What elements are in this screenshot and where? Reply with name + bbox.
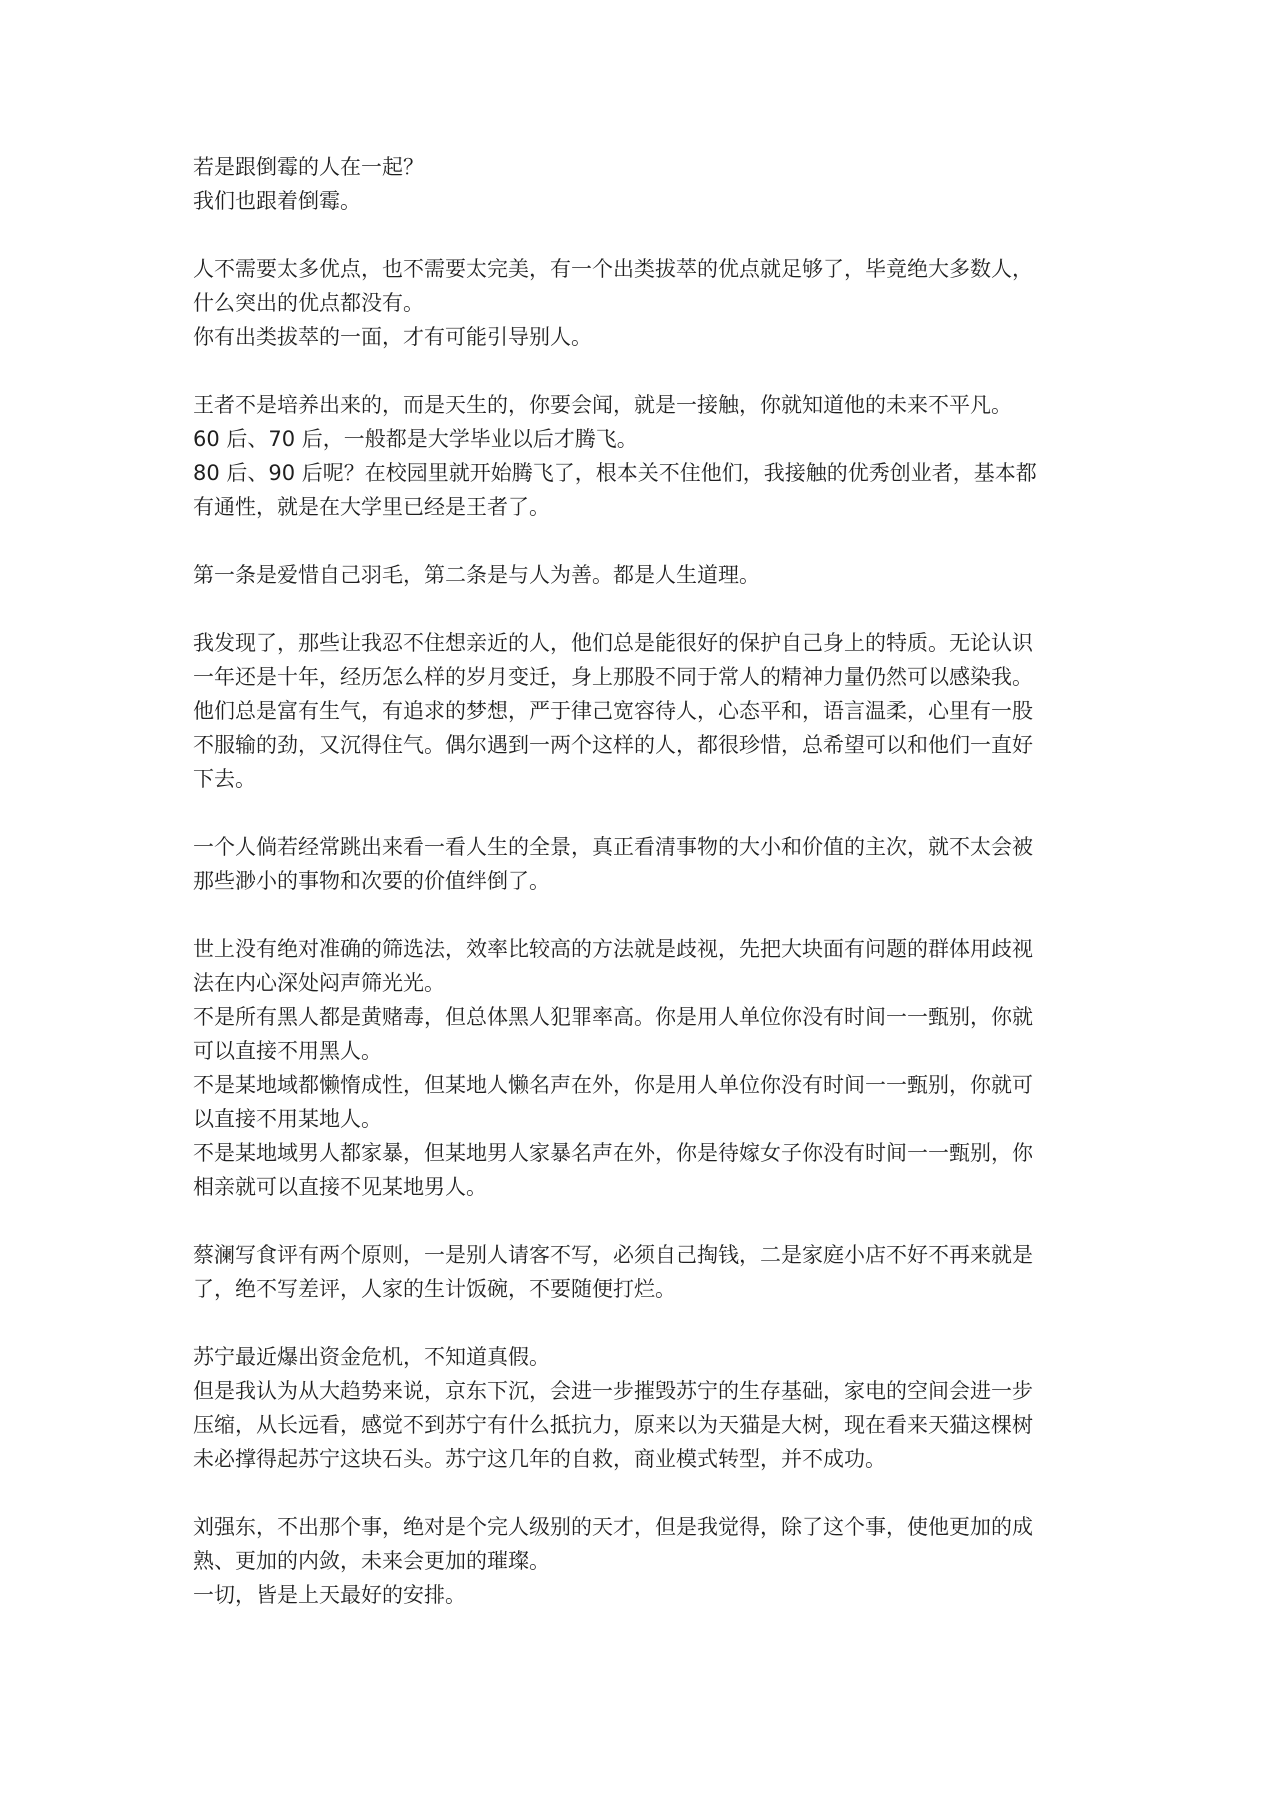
text-line: 第一条是爱惜自己羽毛，第二条是与人为善。都是人生道理。 [193, 563, 760, 587]
text-line: 有通性，就是在大学里已经是王者了。 [193, 495, 550, 519]
text-line: 了，绝不写差评，人家的生计饭碗，不要随便打烂。 [193, 1277, 676, 1301]
paragraph [193, 626, 1093, 796]
text-line: 若是跟倒霉的人在一起？ [193, 155, 424, 179]
text-line: 什么突出的优点都没有。 [193, 291, 424, 315]
text-line: 不是所有黑人都是黄赌毒，但总体黑人犯罪率高。你是用人单位你没有时间一一甄别，你就 [193, 1005, 1033, 1029]
text-line: 但是我认为从大趋势来说，京东下沉，会进一步摧毁苏宁的生存基础，家电的空间会进一步 [193, 1379, 1033, 1403]
text-line: 不服输的劲，又沉得住气。偶尔遇到一两个这样的人，都很珍惜，总希望可以和他们一直好 [193, 733, 1033, 757]
paragraph [193, 1510, 1093, 1612]
document-body [193, 150, 1093, 1646]
text-line: 法在内心深处闷声筛光光。 [193, 971, 445, 995]
text-line: 人不需要太多优点，也不需要太完美，有一个出类拔萃的优点就足够了，毕竟绝大多数人， [193, 257, 1033, 281]
text-line: 可以直接不用黑人。 [193, 1039, 382, 1063]
text-line: 不是某地域都懒惰成性，但某地人懒名声在外，你是用人单位你没有时间一一甄别，你就可 [193, 1073, 1033, 1097]
text-line: 一年还是十年，经历怎么样的岁月变迁，身上那股不同于常人的精神力量仍然可以感染我。 [193, 665, 1033, 689]
paragraph [193, 1340, 1093, 1476]
text-line: 蔡澜写食评有两个原则，一是别人请客不写，必须自己掏钱，二是家庭小店不好不再来就是 [193, 1243, 1033, 1267]
text-line: 一个人倘若经常跳出来看一看人生的全景，真正看清事物的大小和价值的主次，就不太会被 [193, 835, 1033, 859]
text-line: 下去。 [193, 767, 256, 791]
text-line: 不是某地域男人都家暴，但某地男人家暴名声在外，你是待嫁女子你没有时间一一甄别，你 [193, 1141, 1033, 1165]
text-line: 世上没有绝对准确的筛选法，效率比较高的方法就是歧视，先把大块面有问题的群体用歧视 [193, 937, 1033, 961]
text-line: 60 后、70 后，一般都是大学毕业以后才腾飞。 [193, 427, 638, 451]
text-line: 以直接不用某地人。 [193, 1107, 382, 1131]
text-line: 那些渺小的事物和次要的价值绊倒了。 [193, 869, 550, 893]
text-line: 未必撑得起苏宁这块石头。苏宁这几年的自救，商业模式转型，并不成功。 [193, 1447, 886, 1471]
paragraph [193, 388, 1093, 524]
text-line: 他们总是富有生气，有追求的梦想，严于律己宽容待人，心态平和，语言温柔，心里有一股 [193, 699, 1033, 723]
text-line: 我发现了，那些让我忍不住想亲近的人，他们总是能很好的保护自己身上的特质。无论认识 [193, 631, 1033, 655]
paragraph [193, 150, 1093, 218]
text-line: 王者不是培养出来的，而是天生的，你要会闻，就是一接触，你就知道他的未来不平凡。 [193, 393, 1012, 417]
text-line: 你有出类拔萃的一面，才有可能引导别人。 [193, 325, 592, 349]
paragraph [193, 932, 1093, 1204]
paragraph [193, 252, 1093, 354]
text-line: 80 后、90 后呢？在校园里就开始腾飞了，根本关不住他们，我接触的优秀创业者，基本都 [193, 461, 1037, 485]
text-line: 苏宁最近爆出资金危机，不知道真假。 [193, 1345, 550, 1369]
text-line: 刘强东，不出那个事，绝对是个完人级别的天才，但是我觉得，除了这个事，使他更加的成 [193, 1515, 1033, 1539]
text-line: 压缩，从长远看，感觉不到苏宁有什么抵抗力，原来以为天猫是大树，现在看来天猫这棵树 [193, 1413, 1033, 1437]
paragraph [193, 558, 1093, 592]
text-line: 相亲就可以直接不见某地男人。 [193, 1175, 487, 1199]
text-line: 一切，皆是上天最好的安排。 [193, 1583, 466, 1607]
paragraph [193, 830, 1093, 898]
text-line: 我们也跟着倒霉。 [193, 189, 361, 213]
paragraph [193, 1238, 1093, 1306]
text-line: 熟、更加的内敛，未来会更加的璀璨。 [193, 1549, 550, 1573]
